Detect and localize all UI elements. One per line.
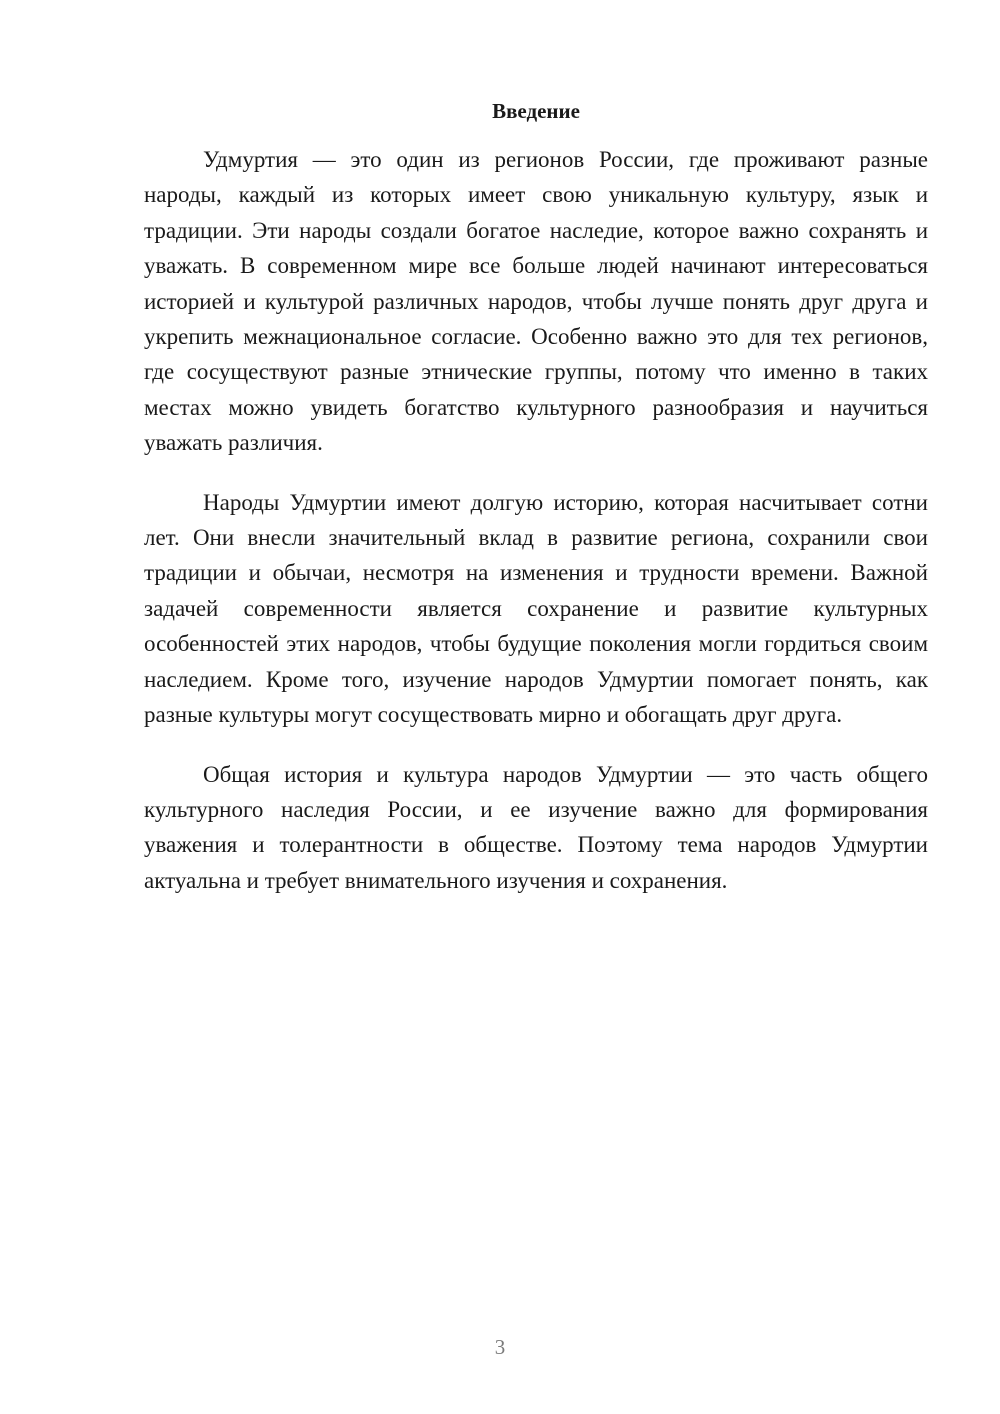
page-number: 3: [494, 1335, 506, 1359]
paragraph-1: Удмуртия — это один из регионов России, где проживают разные народы, каждый из которых имеет свою уникальную культуру, язык и традиции. Эти народы создали богатое наследие, которое важно сохранять и уважать. В современном мире все больше людей начинают интересоваться историей и культурой различных народов, чтобы лучше понять друг друга и укрепить межнациональное согласие. Особенно важно это для тех регионов, где сосуществуют разные этнические группы, потому что именно в таких местах можно увидеть богатство культурного разнообразия и научиться уважать различия.: [144, 147, 928, 456]
section-heading: Введение: [492, 99, 580, 123]
paragraph-3: Общая история и культура народов Удмуртии — это часть общего культурного наследия России, и ее изучение важно для формирования уважения и толерантности в обществе. Поэтому тема народов Удмуртии актуальна и требует внимательного изучения и сохранения.: [144, 761, 928, 893]
body-text: [144, 142, 928, 922]
paragraph-2: Народы Удмуртии имеют долгую историю, которая насчитывает сотни лет. Они внесли значительный вклад в развитие региона, сохранили свои традиции и обычаи, несмотря на изменения и трудности времени. Важной задачей современности является сохранение и развитие культурных особенностей этих народов, чтобы будущие поколения могли гордиться своим наследием. Кроме того, изучение народов Удмуртии помогает понять, как разные культуры могут сосуществовать мирно и обогащать друг друга.: [144, 489, 928, 728]
